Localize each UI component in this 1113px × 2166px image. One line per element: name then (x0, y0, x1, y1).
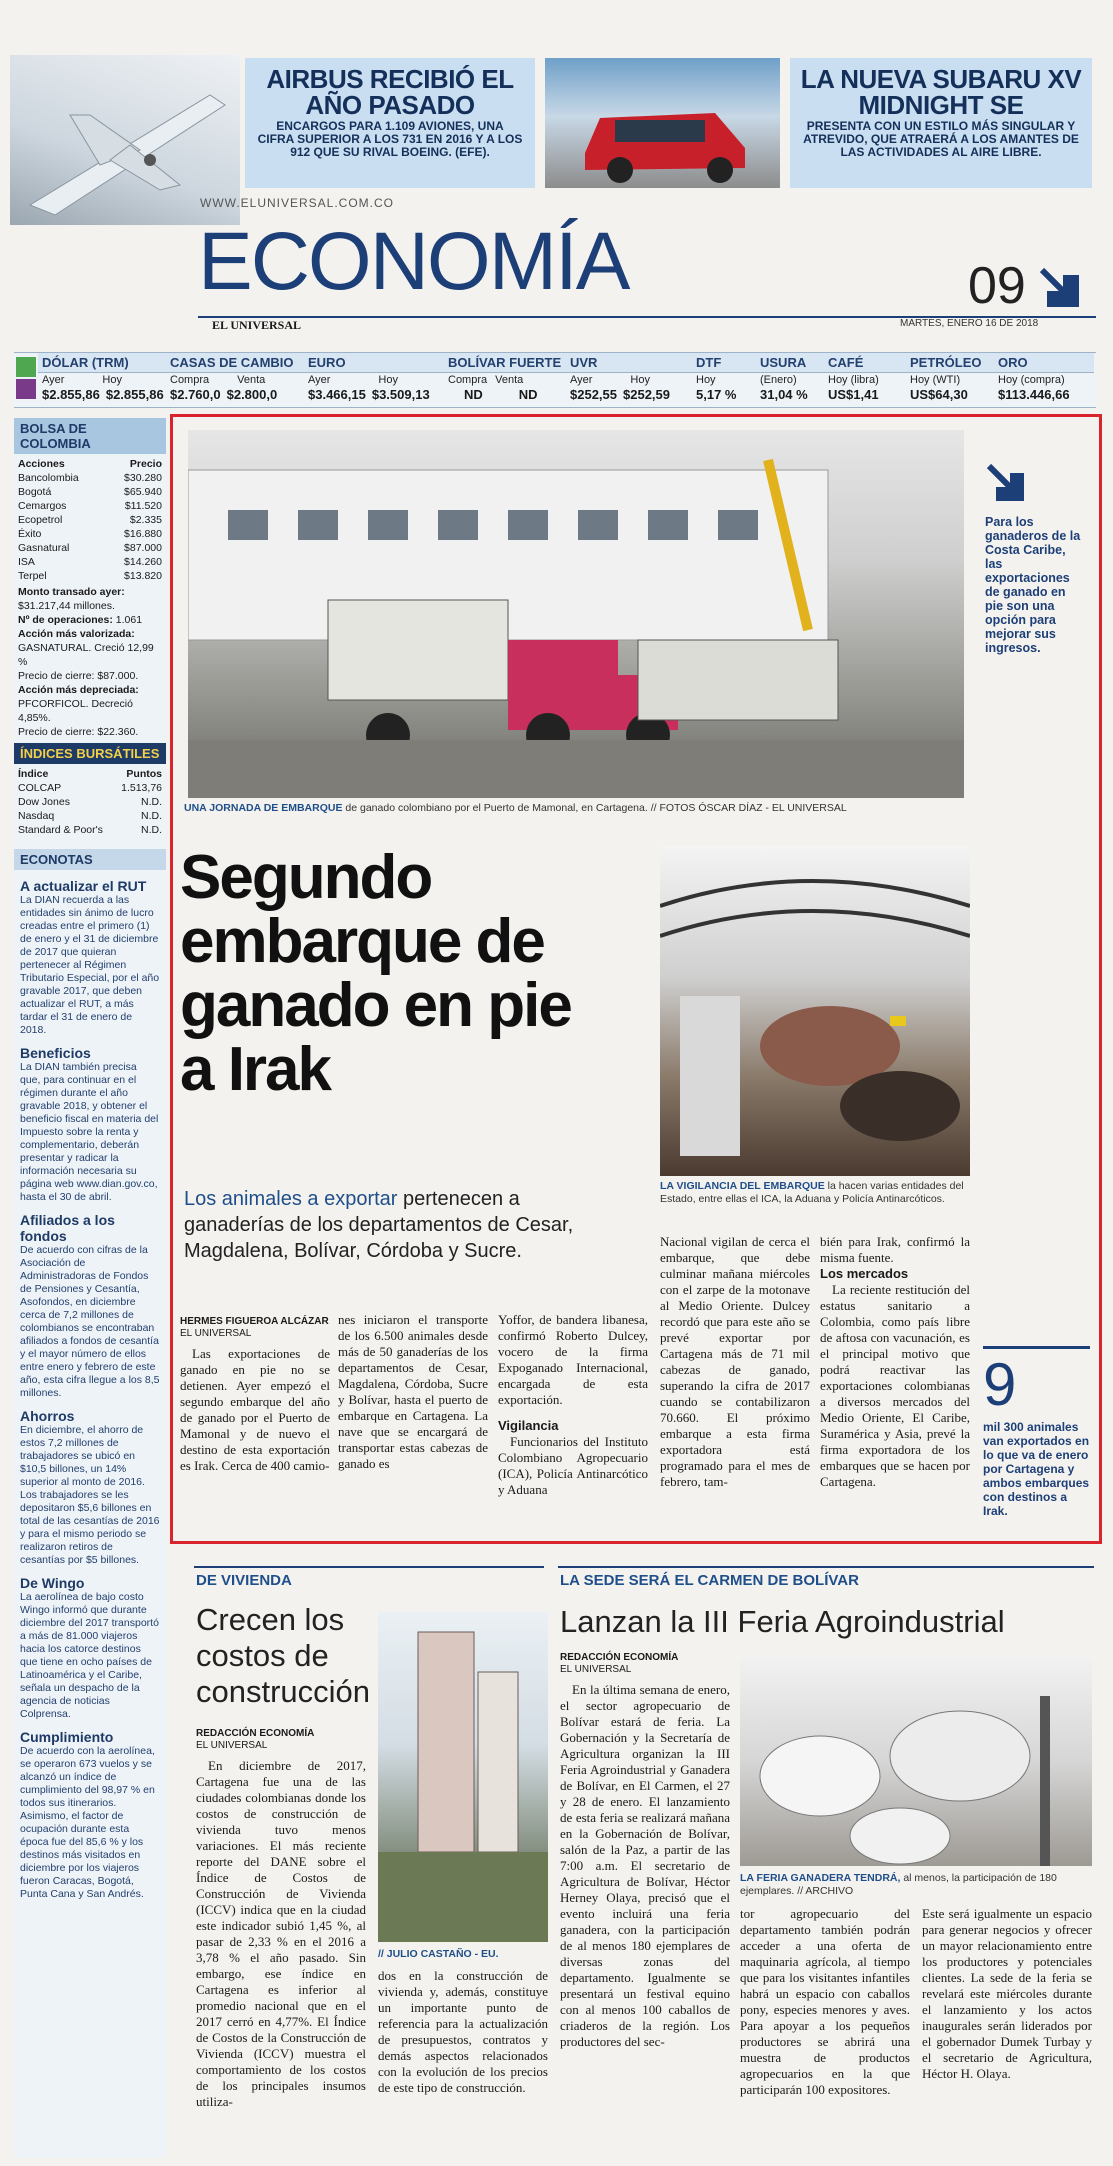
market-value: $2.800,0 (226, 387, 278, 402)
stat-number: 9 (983, 1351, 1017, 1418)
main-col-2: nes iniciaron el transporte de los 6.500 animales desde más de 50 ganaderías de los departamentos de Cesar, Magdalena, Córdoba, Sucre y Bolívar, hasta el puerto de embarque en Cartagena. La nave que se encargará de transportar estas cabezas de ganado es (338, 1312, 488, 1471)
econota-text: En diciembre, el ahorro de estos 7,2 millones de trabajadores se ubicó en $10,5 billones, un 14% superior al monto de 2016. Los trabajadores se les depositaron $5,6 billones en total de las cesantías de 2016 y para el mismo periodo se realizaron retiros de cesantías por $5 billones. (20, 1424, 160, 1566)
building-photo-caption: // JULIO CASTAÑO - EU. (378, 1948, 499, 1960)
market-label: Hoy (compra) (998, 374, 1065, 386)
main-col-3: Yoffor, de bandera libanesa, confirmó Roberto Dulcey, vocero de la firma Expoganado Internacional, encargada de esta exportación. Vigilancia Funcionarios del Instituto Colombiano Agropecuario (ICA), Policía Antinarcótico y Aduana (498, 1312, 648, 1497)
vivienda-headline: Crecen los costos de construcción (196, 1602, 371, 1709)
market-label: Hoy (630, 374, 650, 386)
row-value: $65.940 (124, 486, 162, 498)
feria-photo[interactable] (740, 1656, 1092, 1866)
vivienda-col-1: En diciembre de 2017, Cartagena fue una de las ciudades colombianas donde los costos de construcción de vivienda tuvo menos variaciones. El más reciente reporte del DANE sobre el Índice de Costos de Construcción de Vivienda (ICCV) indica que en la ciudad este indicador subió 1,45 %, al pasar de 2,33 % en el 2016 a 3,78 % el año pasado. Sin embargo, ese índice en Cartagena es inferior al promedio nacional que en el 2017 cerró en 4,77%. El Índice de Costos de la Construcción de Vivienda (ICCV) muestra el comportamiento de los costos de los principales insumos utiliza- (196, 1758, 366, 2109)
market-label: Compra (170, 374, 210, 386)
site-url[interactable]: WWW.ELUNIVERSAL.COM.CO (200, 196, 395, 210)
market-label: Hoy (696, 374, 716, 386)
page-number: 09 (968, 257, 1026, 315)
market-oro (994, 353, 1094, 407)
row-value: $11.520 (124, 500, 162, 512)
market-label: (Enero) (760, 374, 797, 386)
feria-byline: REDACCIÓN ECONOMÍA EL UNIVERSAL (560, 1652, 679, 1675)
market-name: DTF (692, 353, 756, 373)
bolsa-title: BOLSA DE COLOMBIA (14, 418, 166, 454)
market-usura (756, 353, 824, 407)
row-label: ISA (18, 556, 35, 568)
row-value: $16.880 (124, 528, 162, 540)
market-bolivar (444, 353, 566, 407)
main-photo-caption: UNA JORNADA DE EMBARQUE de ganado colombiano por el Puerto de Mamonal, en Cartagena. // FOTOS ÓSCAR DÍAZ - EL UNIVERSAL (184, 802, 847, 814)
market-label: Venta (495, 374, 524, 386)
market-value: $113.446,66 (998, 387, 1070, 402)
car-icon (545, 58, 780, 188)
row-value: $87.000 (124, 542, 162, 554)
econota-title: De Wingo (20, 1575, 85, 1591)
table-row (14, 555, 166, 569)
indices-title: ÍNDICES BURSÁTILES (14, 743, 166, 764)
bolsa-summary: Monto transado ayer: $31.217,44 millones. Nº de operaciones: 1.061 Acción más valorizada: GASNATURAL. Creció 12,99 % Precio de cierre: $87.000. Acción más depreciada: PFCORFICOL. Decreció 4,85%. Precio de cierre: $22.360. (18, 586, 154, 738)
market-label: Venta (237, 374, 266, 386)
table-row (14, 795, 166, 809)
econota-text: De acuerdo con cifras de la Asociación de Administradoras de Fondos de Pensiones y Cesantía, Asofondos, en diciembre cerca de 7,2 millones de colombianos se encontraban afiliados a fondos de cesantía y el mayor número de ellos entre enero y febrero de este año, esta cifra llegue a los 8,5 millones. (20, 1244, 160, 1399)
vivienda-rule (194, 1566, 544, 1568)
econota-text: De acuerdo con la aerolínea, se operaron 673 vuelos y se alcanzó un índice de cumplimiento del 98,97 % en todos sus itinerarios. Asimismo, el factor de ocupación durante esta época fue del 85,6 % y los destinos más visitados en diciembre por los viajeros fueron Caracas, Bogotá, Punta Cana y San Andrés. (20, 1745, 155, 1900)
vivienda-byline: REDACCIÓN ECONOMÍA EL UNIVERSAL (196, 1728, 315, 1751)
teaser-title: LA NUEVA SUBARU XV MIDNIGHT SE (800, 64, 1082, 120)
feria-col-3: Este será igualmente un espacio para generar negocios y ofrecer un mayor relacionamiento entre los productores y potenciales clientes. La sede de la feria se revelará este miércoles durante el lanzamiento y los actos inaugurales serán liderados por el gobernador Dumek Turbay y el secretario de Agricultura, Héctor H. Olaya. (922, 1906, 1092, 2081)
indices-rows (14, 781, 166, 837)
econota-title: Cumplimiento (20, 1729, 114, 1745)
row-label: Cemargos (18, 500, 67, 512)
market-name: CASAS DE CAMBIO (166, 353, 304, 373)
market-value: US$64,30 (910, 387, 968, 402)
market-name: USURA (756, 353, 824, 373)
row-label: Gasnatural (18, 542, 70, 554)
paper-name: EL UNIVERSAL (212, 318, 302, 332)
feria-headline: Lanzan la III Feria Agroindustrial (560, 1604, 1005, 1639)
market-euro (304, 353, 444, 407)
markets-bar (14, 352, 1096, 408)
teaser-text: PRESENTA CON UN ESTILO MÁS SINGULAR Y ATREVIDO, QUE ATRAERÁ A LOS AMANTES DE LAS ACTIVIDADES AL AIRE LIBRE. (803, 119, 1079, 159)
building-icon (378, 1612, 548, 1942)
market-name: BOLÍVAR FUERTE (444, 353, 566, 373)
table-row (14, 527, 166, 541)
row-value: $2.335 (129, 514, 162, 526)
market-value: $252,55 (570, 387, 617, 402)
sidebar (14, 418, 166, 2158)
arrow-down-icon (16, 379, 36, 399)
market-name: CAFÉ (824, 353, 906, 373)
market-cafe (824, 353, 906, 407)
row-value: $14.260 (124, 556, 162, 568)
market-value: $2.855,86 (105, 387, 164, 402)
econotas-title: ECONOTAS (14, 849, 166, 870)
market-name: UVR (566, 353, 692, 373)
table-row (14, 513, 166, 527)
econota-title: Beneficios (20, 1045, 91, 1061)
car-photo (545, 58, 780, 188)
market-uvr (566, 353, 692, 407)
market-dtf (692, 353, 756, 407)
econota-text: La DIAN también precisa que, para continuar en el régimen durante el año gravable 2018, y obtener el beneficio fiscal en materia del Impuesto sobre la renta y complementario, deberán presentar y radicar la información necesaria su página web www.dian.gov.co, hasta el 30 de abril. (20, 1061, 159, 1203)
section-title: ECONOMÍA (198, 216, 629, 307)
market-label: Hoy (102, 374, 122, 386)
pull-quote: Para los ganaderos de la Costa Caribe, las exportaciones de ganado en pie son una opción para mejorar sus ingresos. (985, 515, 1081, 655)
econota-title: A actualizar el RUT (20, 878, 147, 894)
vigilance-photo[interactable] (660, 846, 970, 1176)
main-col-5: bién para Irak, confirmó la misma fuente. Los mercados La reciente restitución del estatus sanitario a Colombia, como país libre de aftosa con vacunación, es el principal motivo que podrá reactivar las exportaciones colombianas a diversos mercados del Medio Oriente, El Caribe, Suramérica y Asia, prevé la firma exportadora de los embarques que se hacen por Cartagena. (820, 1234, 970, 1489)
econota-title: Afiliados a los fondos (20, 1212, 115, 1244)
row-label: Éxito (18, 528, 42, 540)
table-row (14, 499, 166, 513)
row-label: Standard & Poor's (18, 824, 103, 836)
vigilance-photo-caption: LA VIGILANCIA DEL EMBARQUE la hacen varias entidades del Estado, entre ellas el ICA, la Aduana y Policía Antinarcóticos. (660, 1180, 964, 1205)
row-value: N.D. (141, 796, 162, 808)
main-deck: Los animales a exportar pertenecen a ganaderías de los departamentos de Cesar, Magdalena, Bolívar, Córdoba y Sucre. (184, 1188, 574, 1262)
row-label: Nasdaq (18, 810, 55, 822)
table-row (14, 781, 166, 795)
row-value: N.D. (141, 824, 162, 836)
econota-text: La aerolínea de bajo costo Wingo informó que durante diciembre del 2017 transportó a más de 81.000 viajeros hacia los catorce destinos que tiene en ocho países de Latinoamérica y el Caribe, señala un despacho de la agencia de noticias Colprensa. (20, 1591, 159, 1720)
market-casas (166, 353, 304, 407)
row-value: $13.820 (124, 570, 162, 582)
main-headline: Segundo embarque de ganado en pie a Irak (180, 843, 571, 1104)
econotas-list (14, 878, 166, 1901)
market-arrows (14, 353, 38, 407)
row-value: $30.280 (124, 472, 162, 484)
econota-title: Ahorros (20, 1408, 75, 1424)
table-row (14, 823, 166, 837)
feria-col-1: En la última semana de enero, el sector agropecuario de Bolívar estará de feria. La Gobernación y la Secretaría de Agricultura organizan la III Feria Agroindustrial y Ganadera de Bolívar, en El Carmen, el 27 y 28 de enero. El lanzamiento de esta feria se realizará mañana en la Gobernación de Bolívar, salón de la Paz, a partir de las 7:00 a.m. El secretario de Agricultura de Bolívar, Héctor Herney Olaya, precisó que el evento incluirá una feria ganadera, con la participación de al menos 180 ejemplares de diversas zonas del departamento. Igualmente se presentará un festival equino con al menos 100 caballos de criaderos de la región. Los productores del sec- (560, 1682, 730, 2049)
arrow-up-icon (16, 357, 36, 377)
market-value: $2.855,86 (42, 387, 100, 402)
row-label: Ecopetrol (18, 514, 63, 526)
market-value: ND (464, 387, 483, 402)
stat-rule (983, 1346, 1090, 1349)
market-name: ORO (994, 353, 1094, 373)
market-dolar (38, 353, 166, 407)
row-value: 1.513,76 (121, 782, 162, 794)
market-label: Hoy (libra) (828, 374, 879, 386)
row-label: Bogotá (18, 486, 52, 498)
row-label: Dow Jones (18, 796, 70, 808)
teaser-text: ENCARGOS PARA 1.109 AVIONES, UNA CIFRA SUPERIOR A LOS 731 EN 2016 Y A LOS 912 QUE SU RIVAL BOEING. (EFE). (257, 119, 523, 159)
vivienda-kicker: DE VIVIENDA (196, 1572, 292, 1589)
building-photo[interactable] (378, 1612, 548, 1942)
market-label: Compra (448, 374, 488, 386)
vivienda-col-2: dos en la construcción de vivienda y, además, constituye un importante punto de referencia para la actualización de presupuestos, contratos y demás aspectos relacionados con la evolución de los precios de este tipo de construcción. (378, 1968, 548, 2095)
bolsa-rows (14, 471, 166, 583)
cows-icon (740, 1656, 1092, 1866)
row-label: Terpel (18, 570, 47, 582)
stat-text: mil 300 animales van exportados en lo que va de enero por Cartagena y ambos embarques con destinos a Irak. (983, 1420, 1090, 1518)
market-label: Ayer (308, 374, 331, 386)
table-row (14, 541, 166, 555)
market-label: Hoy (WTI) (910, 374, 961, 386)
feria-rule (558, 1566, 1094, 1568)
teaser-airbus[interactable] (245, 58, 535, 188)
main-photo[interactable] (188, 430, 964, 798)
main-col-1: Las exportaciones de ganado en pie no se detienen. Ayer empezó el segundo embarque del año de ganado por el Puerto de Mamonal y de nuevo el destino de esta exportación es Irak. Cerca de 400 camio- (180, 1346, 330, 1473)
teaser-subaru[interactable] (790, 58, 1092, 188)
market-value: 5,17 % (696, 387, 737, 402)
table-row (14, 471, 166, 485)
market-name: DÓLAR (TRM) (38, 353, 166, 373)
table-row (14, 809, 166, 823)
market-value: $252,59 (623, 387, 670, 402)
cattle-truck-icon (188, 430, 964, 798)
market-value: $2.760,0 (170, 387, 221, 402)
bolsa-head: Acciones Precio (18, 458, 162, 470)
market-label: Ayer (570, 374, 593, 386)
row-label: Bancolombia (18, 472, 79, 484)
feria-col-2: tor agropecuario del departamento también podrán acceder a una oferta de maquinaria agrícola, al tiempo que para los visitantes infantiles habrá un espacio con caballos pony, especies menores y aves. Para apoyar a los pequeños productores se abrirá una muestra de productos agropecuarios en la que participarán 100 expositores. (740, 1906, 910, 2097)
market-name: EURO (304, 353, 444, 373)
page-date: MARTES, ENERO 16 DE 2018 (900, 318, 1039, 329)
row-label: COLCAP (18, 782, 62, 794)
indices-head: Índice Puntos (18, 768, 162, 780)
main-col-4: Nacional vigilan de cerca el embarque, que debe culminar mañana miércoles con el zarpe de la motonave al Medio Oriente. Dulcey recordó que para este año se prevé exportar por Cartagena más de 71 mil cabezas de ganado, superando la cifra de 2017 cuando se contabilizaron 70.660. El próximo embarque a esta firma exportadora está programado para el mes de febrero, tam- (660, 1234, 810, 1489)
market-label: Hoy (378, 374, 398, 386)
market-label: Ayer (42, 374, 65, 386)
arrow-down-right-icon (985, 462, 1027, 509)
market-value: $3.509,13 (371, 387, 430, 402)
market-value: ND (518, 387, 538, 402)
market-value: US$1,41 (828, 387, 879, 402)
cattle-icon (660, 846, 970, 1176)
arrow-down-right-icon (1036, 264, 1084, 317)
table-row (14, 569, 166, 583)
feria-kicker: LA SEDE SERÁ EL CARMEN DE BOLÍVAR (560, 1572, 859, 1589)
table-row (14, 485, 166, 499)
main-byline: HERMES FIGUEROA ALCÁZAR EL UNIVERSAL (180, 1316, 329, 1339)
market-value: $3.466,15 (308, 387, 366, 402)
econota-text: La DIAN recuerda a las entidades sin ánimo de lucro creadas entre el primero (1) de enero y el 31 de diciembre de 2017 que quieran pertenecer al Régimen Tributario Especial, por el año gravable 2017, que deben actualizar el RUT, a más tardar el 31 de enero de 2018. (20, 894, 160, 1036)
row-value: N.D. (141, 810, 162, 822)
market-petroleo (906, 353, 994, 407)
teaser-title: AIRBUS RECIBIÓ EL AÑO PASADO (266, 64, 514, 120)
market-name: PETRÓLEO (906, 353, 994, 373)
market-value: 31,04 % (760, 387, 808, 402)
feria-photo-caption: LA FERIA GANADERA TENDRÁ, al menos, la participación de 180 ejemplares. // ARCHIVO (740, 1872, 1057, 1897)
